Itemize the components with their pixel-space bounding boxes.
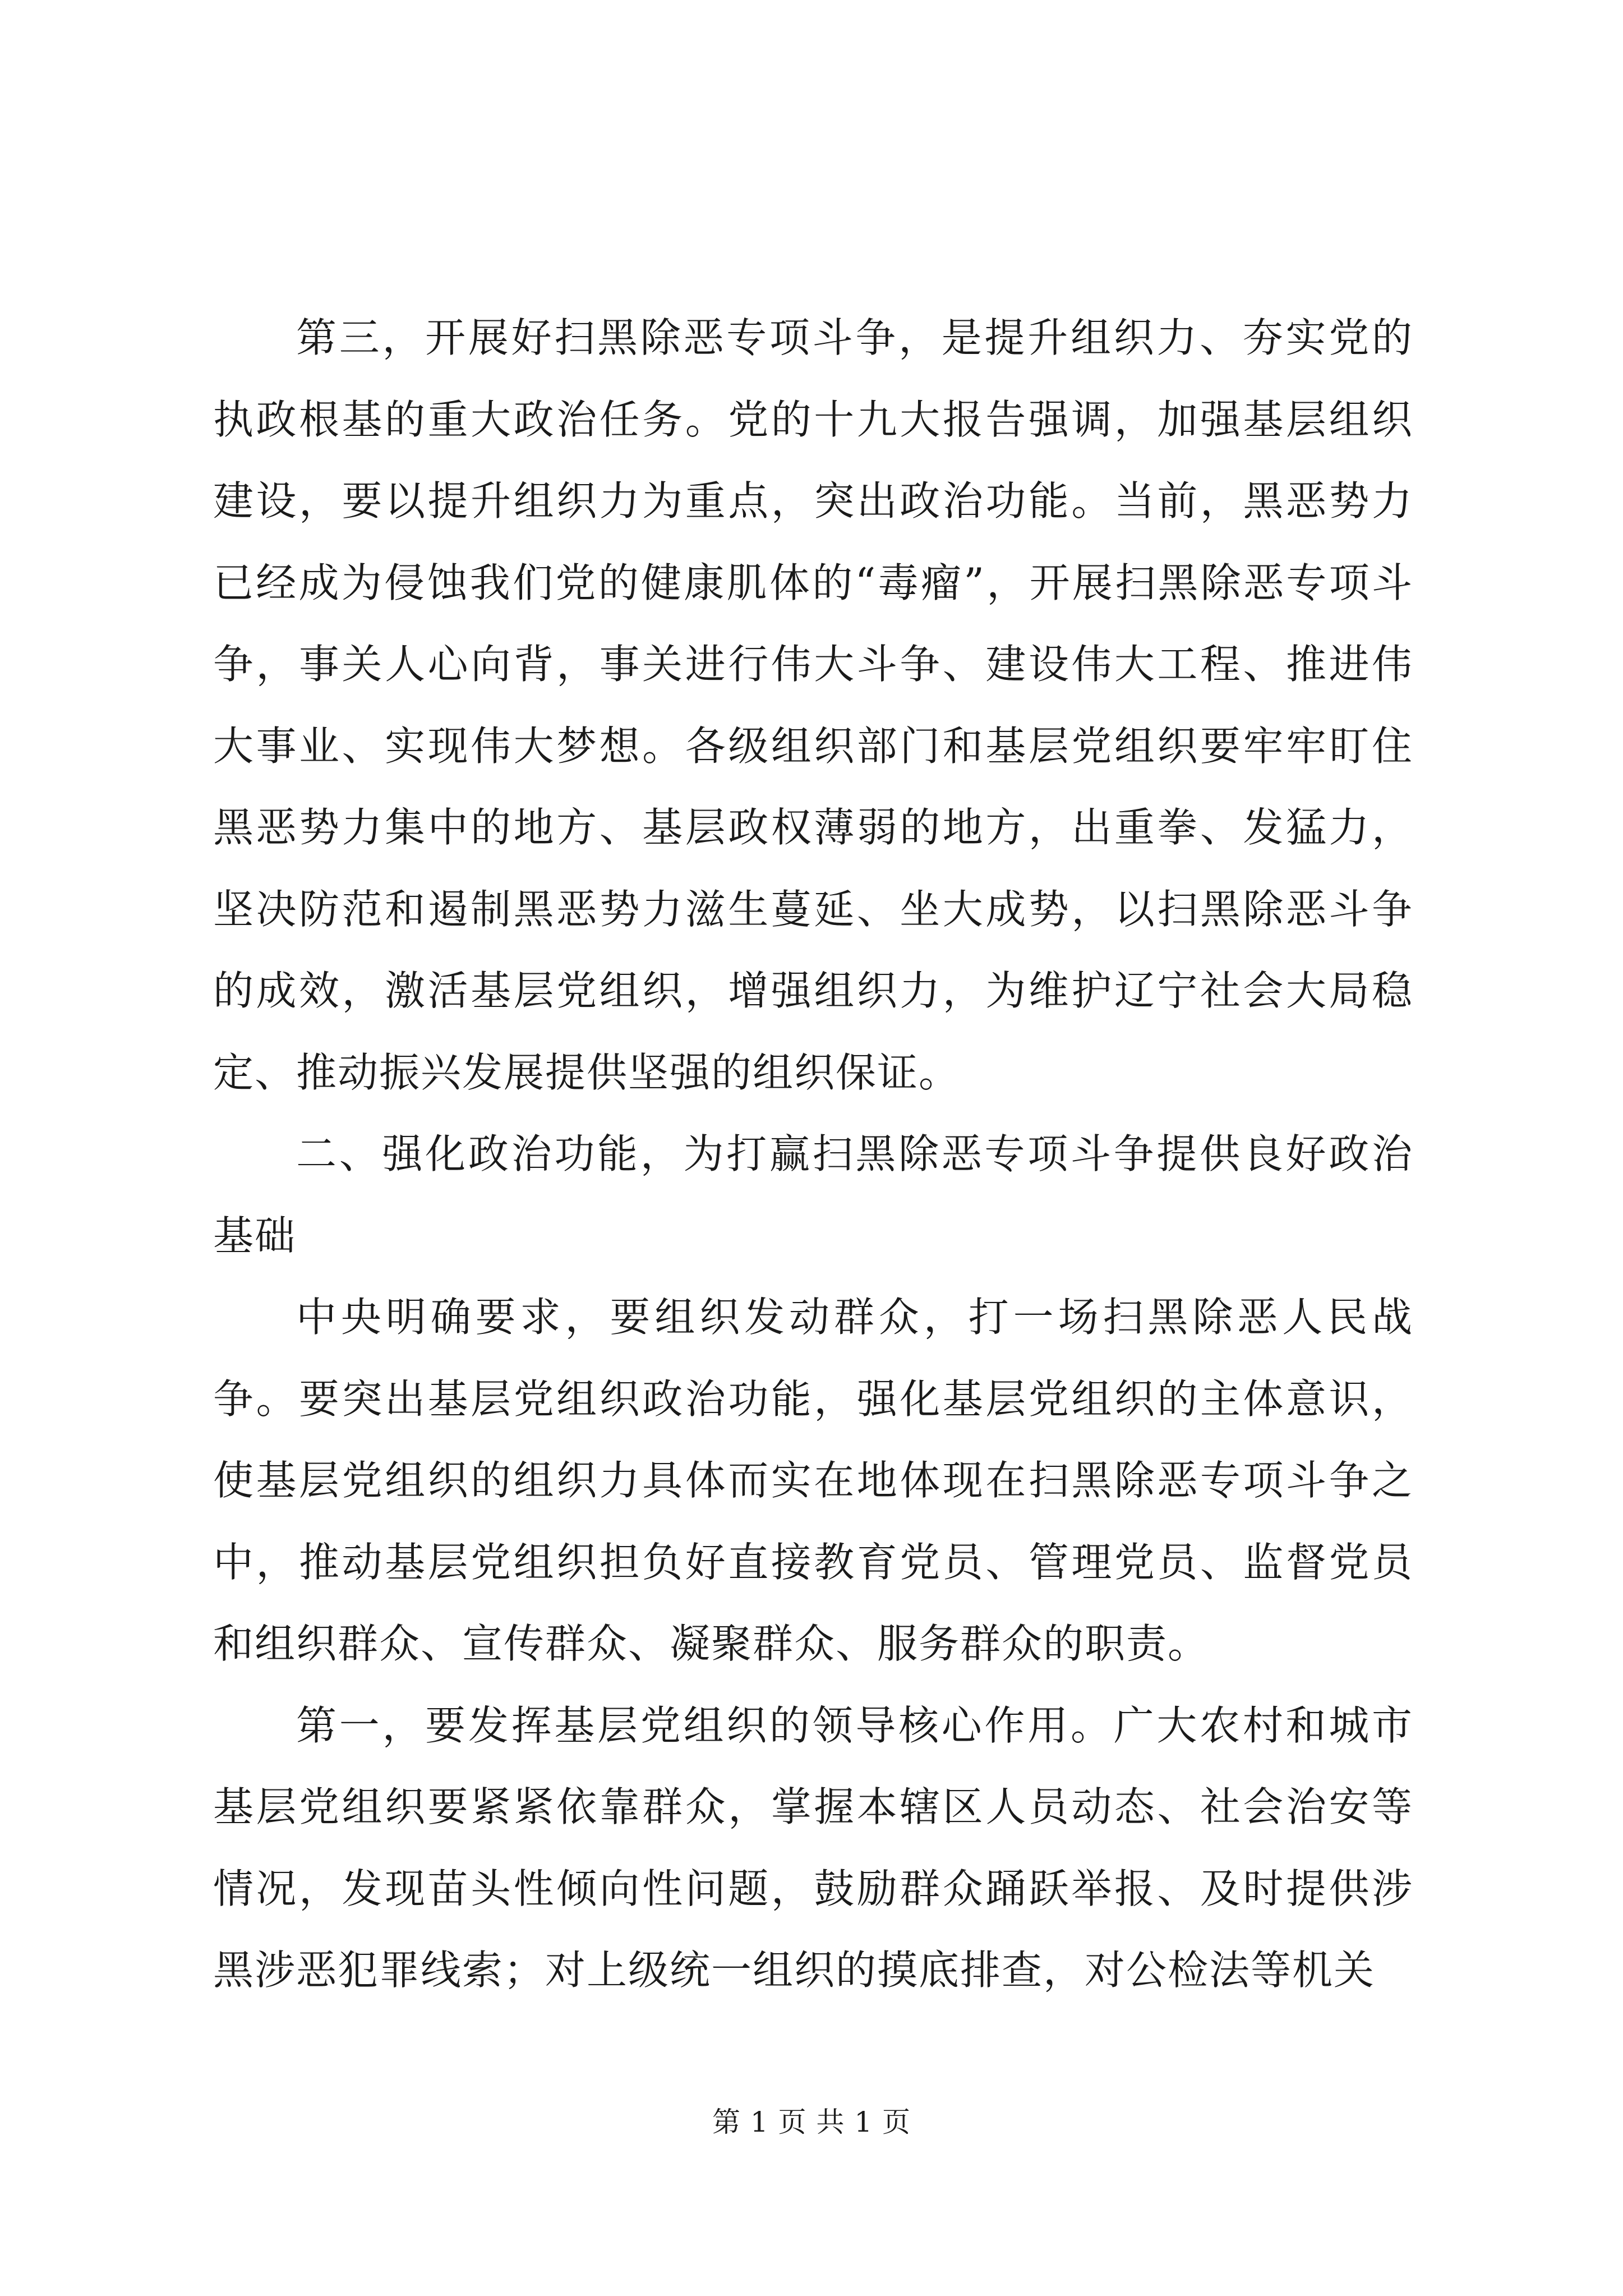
document-body [213,297,1413,2012]
paragraph-central-requirement: 中央明确要求，要组织发动群众，打一场扫黑除恶人民战争。要突出基层党组织政治功能，强化基层党组织的主体意识，使基层党组织的组织力具体而实在地体现在扫黑除恶专项斗争之中，推动基层党组织担负好直接教育党员、管理党员、监督党员和组织群众、宣传群众、凝聚群众、服务群众的职责。 [213,1294,1413,1667]
page-number-label: 第 1 页 共 1 页 [712,2106,911,2138]
section-heading-two: 二、强化政治功能，为打赢扫黑除恶专项斗争提供良好政治基础 [213,1130,1413,1259]
paragraph-third-point: 第三，开展好扫黑除恶专项斗争，是提升组织力、夯实党的执政根基的重大政治任务。党的十九大报告强调，加强基层组织建设，要以提升组织力为重点，突出政治功能。当前，黑恶势力已经成为侵蚀我们党的健康肌体的“毒瘤”，开展扫黑除恶专项斗争，事关人心向背，事关进行伟大斗争、建设伟大工程、推进伟大事业、实现伟大梦想。各级组织部门和基层党组织要牢牢盯住黑恶势力集中的地方、基层政权薄弱的地方，出重拳、发猛力，坚决防范和遏制黑恶势力滋生蔓延、坐大成势，以扫黑除恶斗争的成效，激活基层党组织，增强组织力，为维护辽宁社会大局稳定、推动振兴发展提供坚强的组织保证。 [213,314,1413,1096]
page-footer [0,2102,1623,2142]
paragraph-first-point: 第一，要发挥基层党组织的领导核心作用。广大农村和城市基层党组织要紧紧依靠群众，掌握本辖区人员动态、社会治安等情况，发现苗头性倾向性问题，鼓励群众踊跃举报、及时提供涉黑涉恶犯罪线索；对上级统一组织的摸底排查，对公检法等机关 [213,1701,1413,1994]
